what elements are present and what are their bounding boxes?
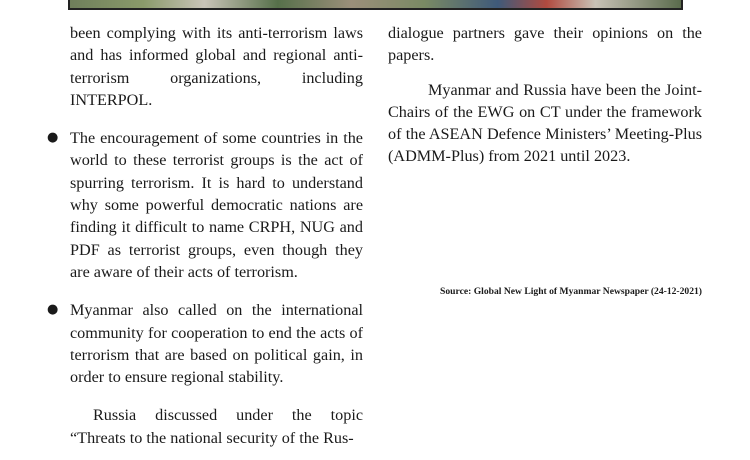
- bullet-icon: ●: [47, 130, 59, 146]
- right-paragraph: Myanmar and Russia have been the Joint-Chairs of the EWG on CT under the framework of the ASEAN Defence Ministers’ Meeting-Plus (ADMM-Plus) from 2021 until 2023.: [388, 80, 702, 166]
- bullet-icon: ●: [47, 302, 59, 318]
- source-citation: Source: Global New Light of Myanmar Newspaper (24-12-2021): [440, 286, 702, 297]
- right-continuation-paragraph: dialogue partners gave their opinions on the papers.: [388, 24, 702, 65]
- left-column: [47, 22, 363, 449]
- bullet-item: [47, 299, 363, 388]
- right-column: [388, 22, 702, 168]
- final-paragraph: Russia discussed under the topic “Threats to the national security of the Rus-: [70, 406, 363, 447]
- header-photo: [68, 0, 683, 10]
- bullet-item: [47, 127, 363, 283]
- bullet-text: Myanmar also called on the international community for cooperation to end the acts of terrorism that are based on political gain, in order to ensure regional stability.: [70, 301, 363, 387]
- left-continuation-paragraph: been complying with its anti-terrorism laws and has informed global and regional anti-terrorism organizations, including INTERPOL.: [70, 24, 363, 109]
- bullet-text: The encouragement of some countries in the world to these terrorist groups is the act of spurring terrorism. It is hard to understand why some powerful democratic nations are finding it difficult to name CRPH, NUG and PDF as terrorist groups, even though they are aware of their acts of terrorism.: [70, 129, 363, 281]
